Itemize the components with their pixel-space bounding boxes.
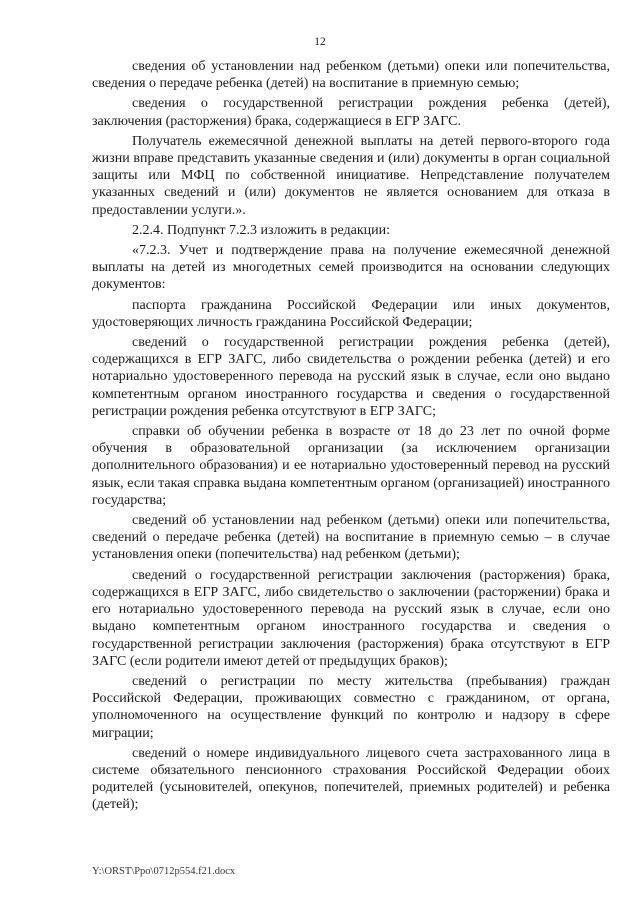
paragraph: сведений о государственной регистрации рождения ребенка (детей), содержащихся в ЕГР ЗАГС, либо свидетельства о рождении ребенка (детей) и его нотариально удостоверенного перевода на русский язык в случае, если оно выдано компетентным органом иностранного государства и сведения о государственной регистрации рождения ребенка отсутствуют в ЕГР ЗАГС; — [92, 335, 610, 419]
paragraph: Получатель ежемесячной денежной выплаты на детей первого-второго года жизни вправе представить указанные сведения и (или) документы в орган социальной защиты или МФЦ по собственной инициативе. Непредставление получателем указанных сведений и (или) документов не является основанием для отказа в предоставлении услуги.». — [92, 133, 610, 218]
paragraph: сведений о государственной регистрации заключения (расторжения) брака, содержащихся в ЕГР ЗАГС, либо свидетельство о заключении (расторжении) брака и его нотариально удостоверенного перевода на русский язык в случае, если оно выдано компетентным органом иностранного государства и сведения о государственной регистрации заключения (расторжения) брака отсутствуют в ЕГР ЗАГС (если родители имеют детей от предыдущих браков); — [92, 567, 610, 669]
paragraph: сведений о номере индивидуального лицевого счета застрахованного лица в системе обязательного пенсионного страхования Российской Федерации обоих родителей (усыновителей, опекунов, попечителей, приемных родителей) и ребенка (детей); — [92, 745, 610, 813]
page-number: 12 — [314, 36, 326, 48]
document-body — [92, 58, 610, 817]
paragraph: справки об обучении ребенка в возрасте от 18 до 23 лет по очной форме обучения в образовательной организации (за исключением организации дополнительного образования) и ее нотариально удостоверенный перевод на русский язык, если такая справка выдана компетентным органом (организацией) иностранного государства; — [92, 424, 610, 508]
footer-file-path: Y:\ORST\Ppo\0712p554.f21.docx — [92, 866, 236, 877]
paragraph: «7.2.3. Учет и подтверждение права на получение ежемесячной денежной выплаты на детей из многодетных семей производится на основании следующих документов: — [92, 243, 610, 293]
paragraph: сведений о регистрации по месту жительства (пребывания) граждан Российской Федерации, проживающих совместно с гражданином, от органа, уполномоченного на осуществление функций по контролю и надзору в сфере миграции; — [92, 673, 610, 741]
paragraph: паспорта гражданина Российской Федерации или иных документов, удостоверяющих личность гражданина Российской Федерации; — [92, 297, 610, 330]
paragraph: сведений об установлении над ребенком (детьми) опеки или попечительства, сведений о передаче ребенка (детей) на воспитание в приемную семью – в случае установления опеки (попечительства) над ребенком (детьми); — [92, 513, 610, 563]
paragraph: сведения об установлении над ребенком (детьми) опеки или попечительства, сведения о передаче ребенка (детей) на воспитание в приемную семью; — [92, 59, 610, 92]
paragraph: 2.2.4. Подпункт 7.2.3 изложить в редакции: — [132, 222, 391, 238]
paragraph: сведения о государственной регистрации рождения ребенка (детей), заключения (расторжения) брака, содержащиеся в ЕГР ЗАГС. — [92, 96, 610, 129]
